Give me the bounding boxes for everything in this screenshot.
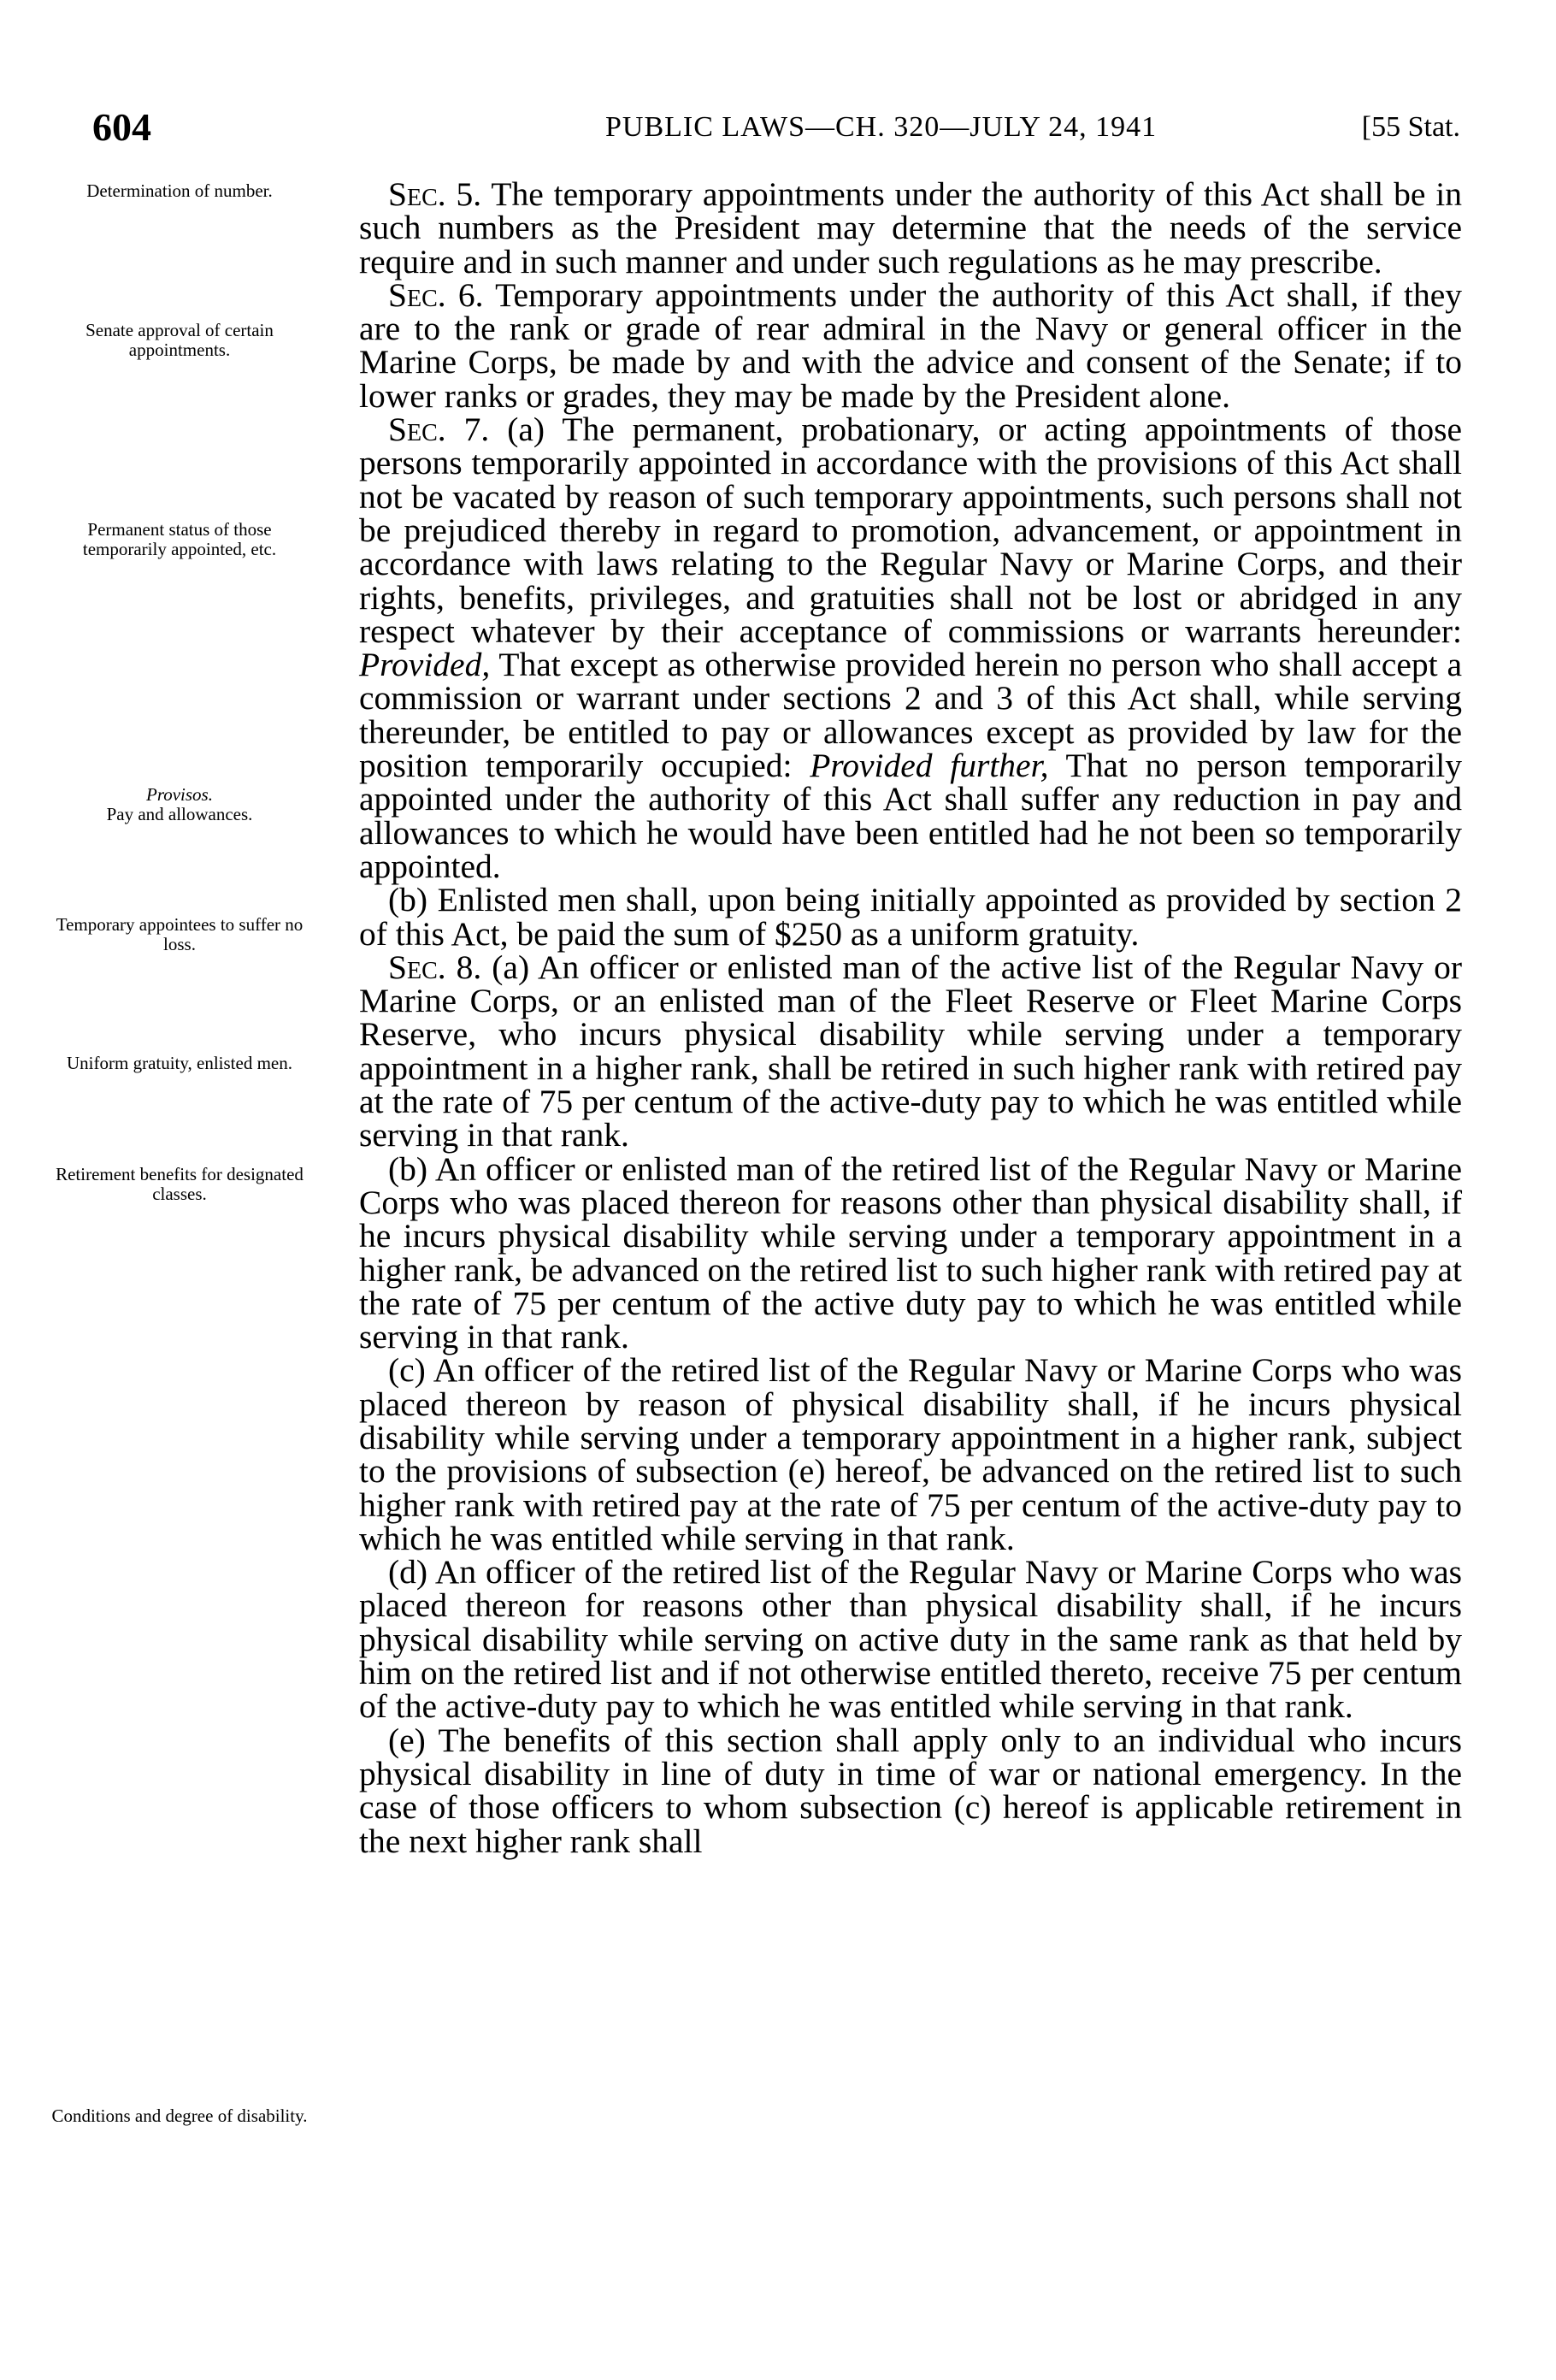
section-8e: (e) The benefits of this section shall apply only to an individual who incurs physical disability in line of duty in time of war or national emergency. In the case of those officers to whom subsection (c) hereof is applicable retirement in the next higher rank shall xyxy=(359,1721,1462,1860)
section-8c: (c) An officer of the retired list of the Regular Navy or Marine Corps who was placed thereon by reason of physical disability shall, if he incurs physical disability while serving under a temporary appointment in a higher rank, subject to the provisions of subsection (e) hereof, be advanced on the retired list to such higher rank with retired pay at the rate of 75 per centum of the active-duty pay to which he was entitled while serving in that rank. xyxy=(359,1351,1462,1557)
section-8a: Sec. 8. (a) An officer or enlisted man of the active list of the Regular Navy or Marine Corps, or an enlisted man of the Fleet Reserve or Fleet Marine Corps Reserve, who incurs physical disability while serving under a temporary appointment in a higher rank, shall be retired in such higher rank with retired pay at the rate of 75 per centum of the active-duty pay to which he was entitled while serving in that rank. xyxy=(359,948,1463,1155)
margin-note-retirement-benefits: Retirement benefits for designated classes. xyxy=(56,1164,304,1204)
margin-note-determination: Determination of number. xyxy=(86,180,273,201)
margin-note-conditions: Conditions and degree of disability. xyxy=(51,2105,308,2126)
section-7b: (b) Enlisted men shall, upon being initially appointed as provided by section 2 of this Act, be paid the sum of $250 as a uniform gratuity. xyxy=(359,881,1462,953)
section-8d: (d) An officer of the retired list of the Regular Navy or Marine Corps who was placed thereon for reasons other than physical disability shall, if he incurs physical disability while serving on active duty in the same rank as that held by him on the retired list and if not otherwise entitled thereto, receive 75 per centum of the active-duty pay to which he was entitled while serving in that rank. xyxy=(359,1553,1462,1726)
page-header xyxy=(92,104,1460,147)
margin-note-provisos: Provisos. Pay and allowances. xyxy=(47,785,312,824)
section-label: Sec. 8. xyxy=(388,948,482,986)
margin-note-uniform-gratuity: Uniform gratuity, enlisted men. xyxy=(67,1053,292,1073)
section-7a: Sec. 7. (a) The permanent, probationary, or acting appointments of those persons temporarily appointed in accordance with the provisions of this Act shall not be vacated by reason of such temporary appointments, such persons shall not be prejudiced thereby in regard to promotion, advancement, or appointment in accordance with laws relating to the Regular Navy or Marine Corps, and their rights, benefits, privileges, and gratuities shall not be lost or abridged in any respect whatever by their acceptance of commissions or warrants hereunder: Provided, That except as otherwise provided herein no person who shall accept a commission or warrant under sections 2 and 3 of this Act shall, while serving thereunder, be entitled to pay or allowances except as provided by law for the position temporarily occupied: Provided further, That no person temporarily appointed under the authority of this Act shall suffer any reduction in pay and allowances to which he would have been entitled had he not been so temporarily appointed. xyxy=(359,410,1463,885)
provided-clause: Provided, xyxy=(359,646,491,684)
section-label: Sec. 7. xyxy=(388,410,490,449)
section-8b: (b) An officer or enlisted man of the retired list of the Regular Navy or Marine Corps who was placed thereon for reasons other than physical disability shall, if he incurs physical disability while serving under a temporary appointment in a higher rank, be advanced on the retired list to such higher rank with retired pay at the rate of 75 per centum of the active duty pay to which he was entitled while serving in that rank. xyxy=(359,1149,1462,1356)
provisos-label: Provisos. xyxy=(146,784,213,805)
section-6: Sec. 6. Temporary appointments under the authority of this Act shall, if they are to the rank or grade of rear admiral in the Navy or general officer in the Marine Corps, be made by and with the advice and consent of the Senate; if to lower ranks or grades, they may be made by the President alone. xyxy=(359,275,1462,415)
page-number: 604 xyxy=(92,105,151,149)
section-5: Sec. 5. The temporary appointments under the authority of this Act shall be in such numbers as the President may determine that the needs of the service require and in such manner and under such regulations as he may prescribe. xyxy=(359,175,1462,281)
statute-body xyxy=(359,175,1463,1860)
margin-note-temporary-appointees: Temporary appointees to suffer no loss. xyxy=(56,914,304,954)
section-label: Sec. 6. xyxy=(388,275,484,314)
statute-reference: [55 Stat. xyxy=(1361,111,1460,143)
margin-note-permanent-status: Permanent status of those temporarily appointed, etc. xyxy=(82,519,277,559)
margin-note-senate-approval: Senate approval of certain appointments. xyxy=(85,320,274,360)
section-label: Sec. 5. xyxy=(388,175,482,213)
provided-further-clause: Provided further, xyxy=(810,747,1049,785)
running-title: PUBLIC LAWS—CH. 320—JULY 24, 1941 xyxy=(605,111,1158,143)
